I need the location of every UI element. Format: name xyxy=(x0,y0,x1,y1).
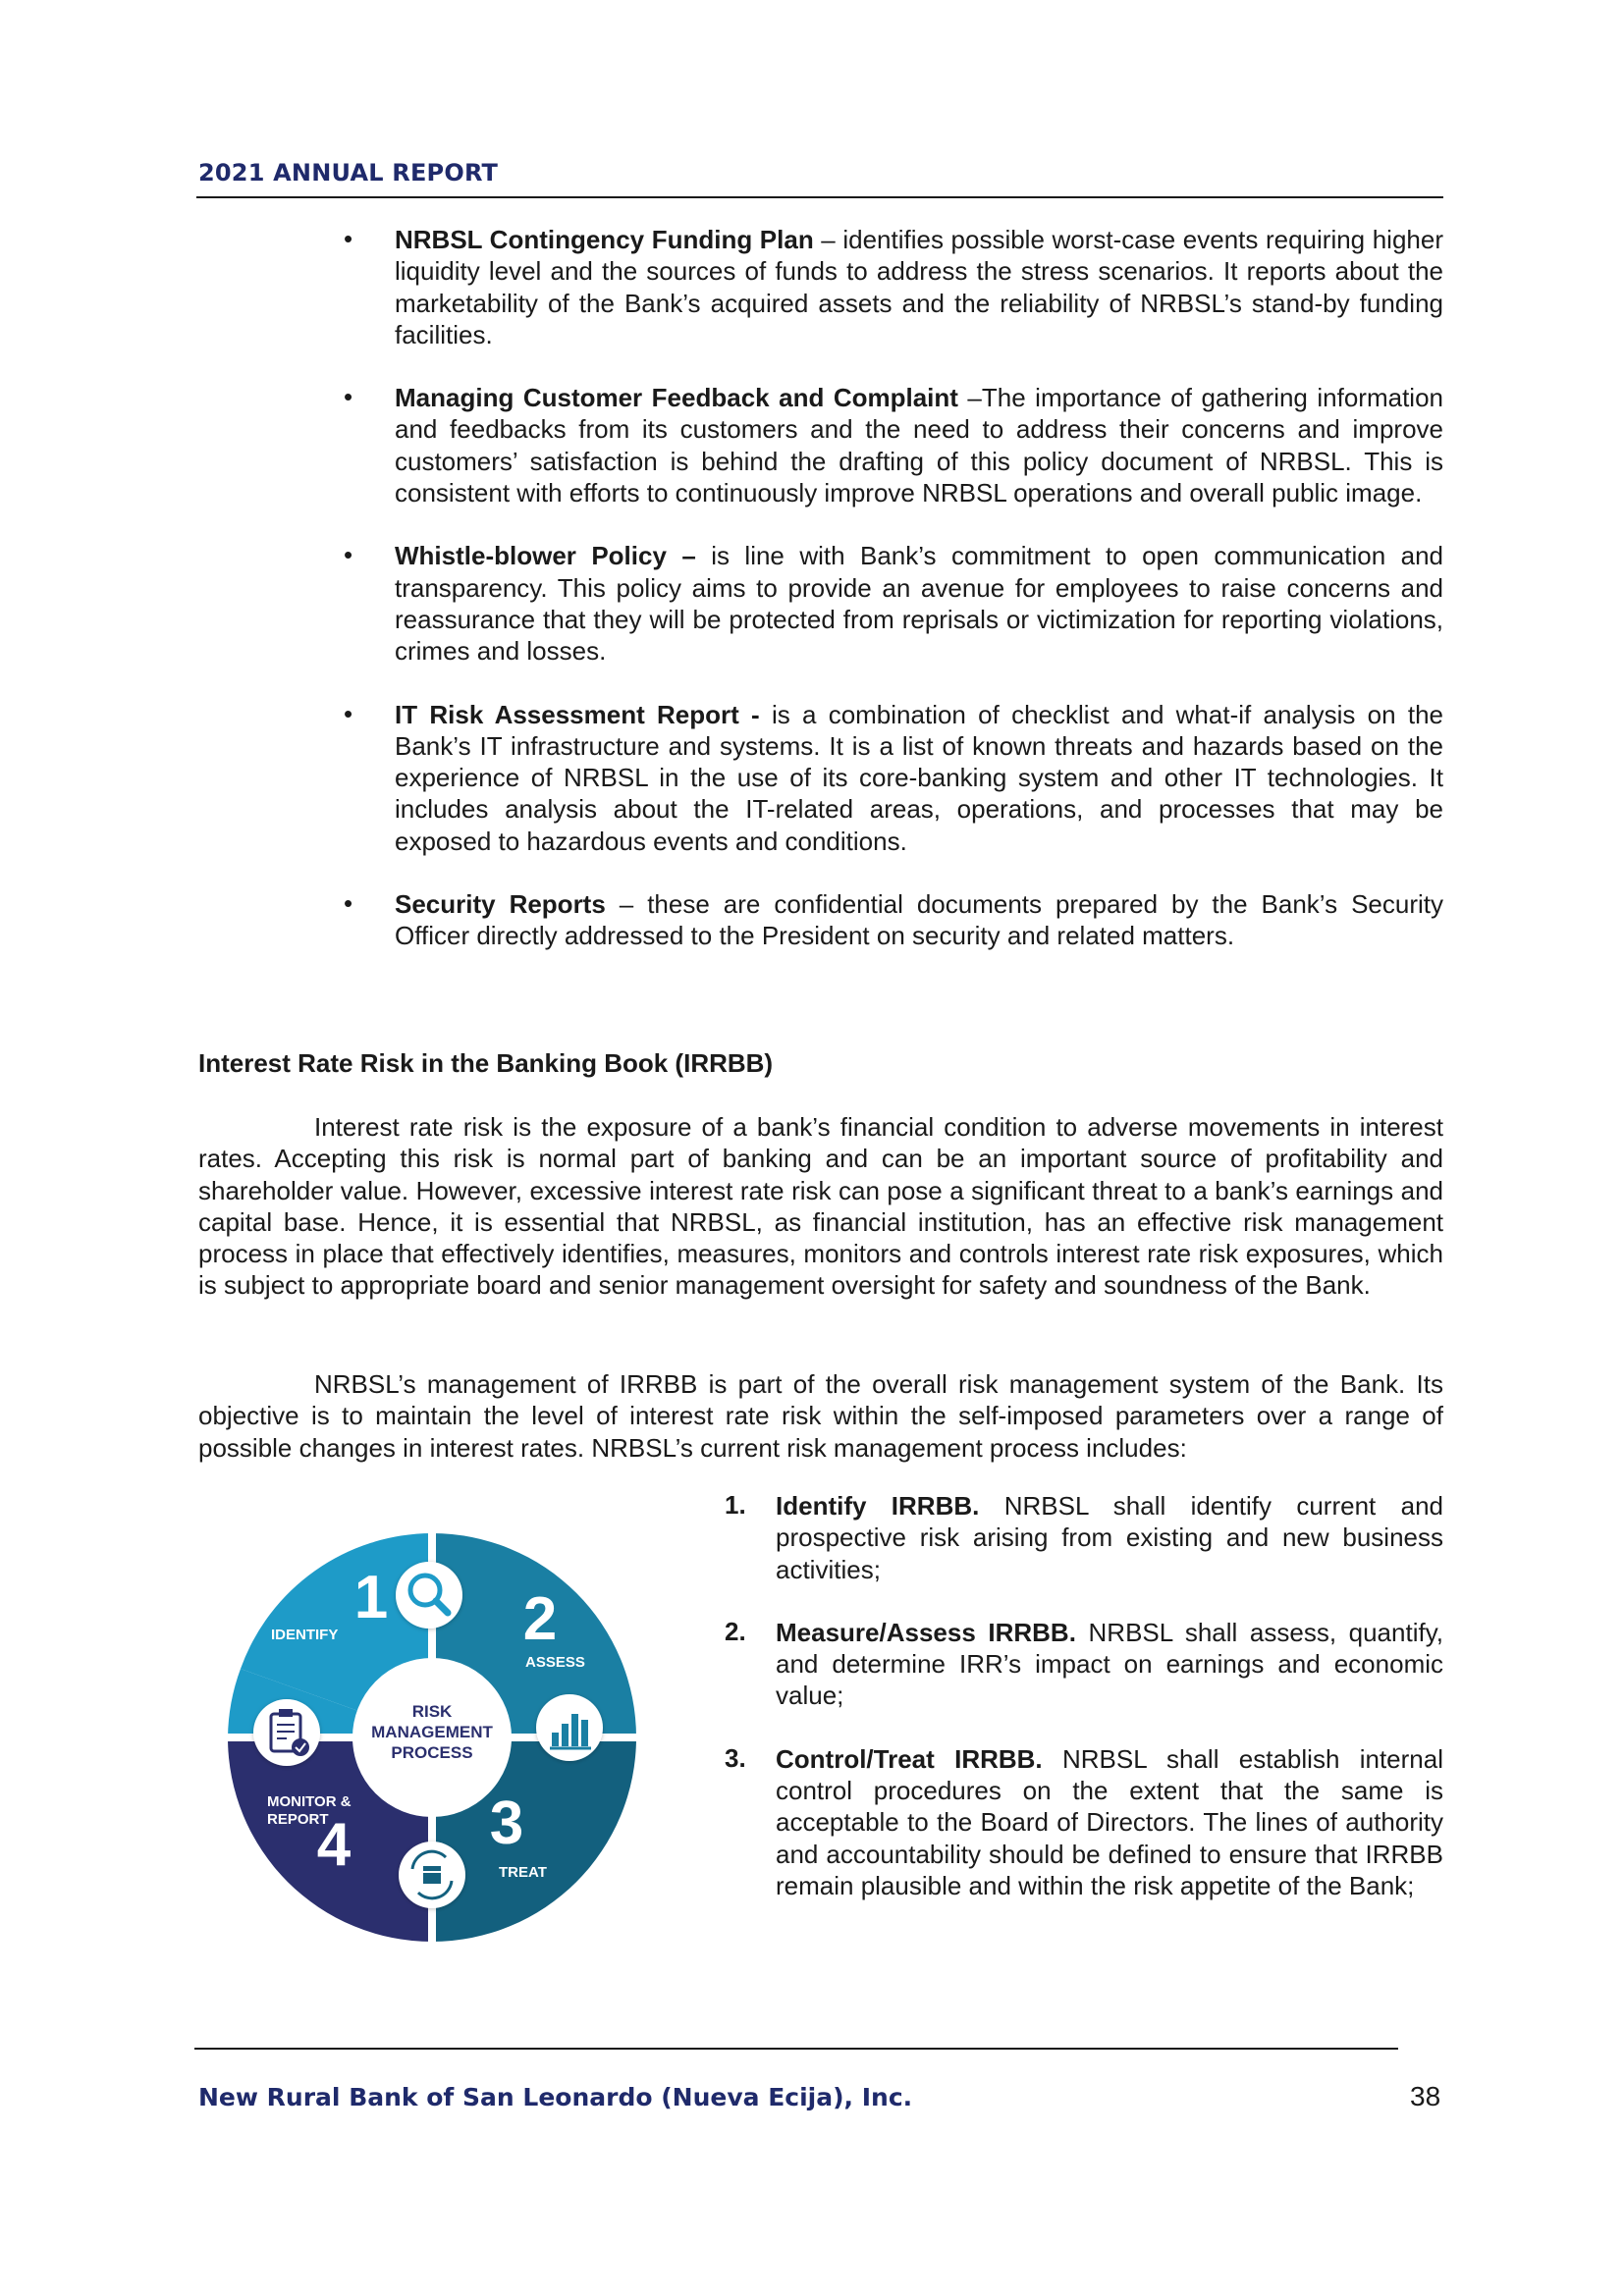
bullet-marker: • xyxy=(344,224,353,253)
center-label-line2: MANAGEMENT xyxy=(371,1723,493,1741)
policy-bullet-list xyxy=(344,224,1443,984)
center-label-line3: PROCESS xyxy=(391,1743,473,1762)
step-description: NRBSL shall establish internal control procedures on the extent that the same is acceptable to the Board of Directors. The lines of authority and accountability should be defined to ensure that IRRBB remain plausible and within the risk appetite of the Bank; xyxy=(776,1743,1443,1900)
segment-label-treat: TREAT xyxy=(499,1864,547,1881)
segment-number-3: 3 xyxy=(489,1789,524,1857)
bullet-text xyxy=(395,699,1443,857)
segment-number-1: 1 xyxy=(353,1564,389,1631)
step-number: 2. xyxy=(725,1616,746,1646)
segment-label-monitor-line1: MONITOR & xyxy=(267,1793,352,1810)
bullet-contingency-funding xyxy=(344,224,1443,350)
step-text xyxy=(776,1743,1443,1901)
footer-divider xyxy=(194,2048,1398,2050)
step-text xyxy=(776,1617,1443,1712)
bullet-bold-term: Managing Customer Feedback and Complaint xyxy=(395,383,958,413)
cycle-box-icon xyxy=(399,1842,465,1908)
bullet-marker: • xyxy=(344,540,353,570)
section-heading: Interest Rate Risk in the Banking Book (IRRBB) xyxy=(198,1048,774,1078)
bullet-marker: • xyxy=(344,698,353,728)
header-divider xyxy=(196,196,1443,198)
bullet-description: – these are confidential documents prepared by the Bank’s Security Officer directly addressed to the President on security and related matters. xyxy=(395,889,1443,951)
step-bold-term: Identify IRRBB. xyxy=(776,1491,980,1521)
step-bold-term: Measure/Assess IRRBB. xyxy=(776,1617,1076,1647)
segment-label-assess: ASSESS xyxy=(525,1654,585,1671)
process-wheel xyxy=(226,1531,638,1944)
paragraph-irrbb-management: NRBSL’s management of IRRBB is part of the overall risk management system of the Bank. Its objective is to maintain the level of interest rate risk within the self-imposed parameters over a range of possible changes in interest rates. NRBSL’s current risk management process includes: xyxy=(198,1369,1443,1463)
paragraph-irr-definition: Interest rate risk is the exposure of a bank’s financial condition to adverse movements in interest rates. Accepting this risk is normal part of banking and can be an important source of profitability and shareholder value. However, excessive interest rate risk can pose a significant threat to a bank’s earnings and capital base. Hence, it is essential that NRBSL, as financial institution, has an effective risk management process in place that effectively identifies, measures, monitors and controls interest rate risk exposures, which is subject to appropriate board and senior management oversight for safety and soundness of the Bank. xyxy=(198,1112,1443,1301)
bullet-description: –The importance of gathering information and feedbacks from its customers and the need to address their concerns and improve customers’ satisfaction is behind the drafting of this policy document of NRBSL. This is consistent with efforts to continuously improve NRBSL operations and overall public image. xyxy=(395,383,1443,508)
segment-number-4: 4 xyxy=(316,1811,352,1879)
segment-number-2: 2 xyxy=(522,1585,558,1653)
bullet-text xyxy=(395,888,1443,952)
step-measure xyxy=(725,1617,1443,1712)
step-bold-term: Control/Treat IRRBB. xyxy=(776,1743,1043,1774)
step-number: 1. xyxy=(725,1490,746,1520)
step-text xyxy=(776,1490,1443,1585)
bullet-bold-term: Whistle-blower Policy – xyxy=(395,541,696,571)
bullet-bold-term: NRBSL Contingency Funding Plan xyxy=(395,225,814,254)
segment-label-monitor-line2: REPORT xyxy=(267,1811,329,1828)
step-number: 3. xyxy=(725,1742,746,1773)
irrbb-process-steps xyxy=(725,1490,1443,1933)
step-control xyxy=(725,1743,1443,1901)
bullet-text xyxy=(395,540,1443,667)
segment-label-identify: IDENTIFY xyxy=(271,1627,339,1643)
report-header-title: 2021 ANNUAL REPORT xyxy=(198,159,499,187)
step-identify xyxy=(725,1490,1443,1585)
bar-chart-icon xyxy=(536,1694,603,1761)
bullet-marker: • xyxy=(344,382,353,412)
bullet-bold-term: Security Reports xyxy=(395,889,606,920)
page-number: 38 xyxy=(1410,2081,1441,2111)
bullet-description: – identifies possible worst-case events requiring higher liquidity level and the sources of funds to address the stress scenarios. It reports about the marketability of the Bank’s acquired assets and the reliability of NRBSL’s stand-by funding facilities. xyxy=(395,225,1443,349)
bullet-security-reports xyxy=(344,888,1443,952)
step-description: NRBSL shall assess, quantify, and determine IRR’s impact on earnings and economic value; xyxy=(776,1617,1443,1711)
bullet-marker: • xyxy=(344,888,353,919)
bullet-text xyxy=(395,382,1443,508)
risk-management-process-diagram xyxy=(226,1531,638,1944)
clipboard-check-icon xyxy=(253,1699,320,1766)
bullet-text xyxy=(395,224,1443,350)
center-label-line1: RISK xyxy=(411,1702,453,1721)
magnifier-icon xyxy=(396,1562,462,1629)
bullet-whistle-blower xyxy=(344,540,1443,667)
bullet-description: is line with Bank’s commitment to open communication and transparency. This policy aims to provide an avenue for employees to raise concerns and reassurance that they will be protected from reprisals or victimization for reporting violations, crimes and losses. xyxy=(395,541,1443,667)
bullet-description: is a combination of checklist and what-if analysis on the Bank’s IT infrastructure and systems. It is a list of known threats and hazards based on the experience of NRBSL in the use of its core-banking system and other IT technologies. It includes analysis about the IT-related areas, operations, and processes that may be exposed to hazardous events and conditions. xyxy=(395,699,1443,856)
bullet-bold-term: IT Risk Assessment Report - xyxy=(395,699,760,729)
step-description: NRBSL shall identify current and prospective risk arising from existing and new business activities; xyxy=(776,1491,1443,1584)
footer-bank-name: New Rural Bank of San Leonardo (Nueva Ecija), Inc. xyxy=(198,2083,913,2111)
bullet-it-risk xyxy=(344,699,1443,857)
bullet-customer-feedback xyxy=(344,382,1443,508)
